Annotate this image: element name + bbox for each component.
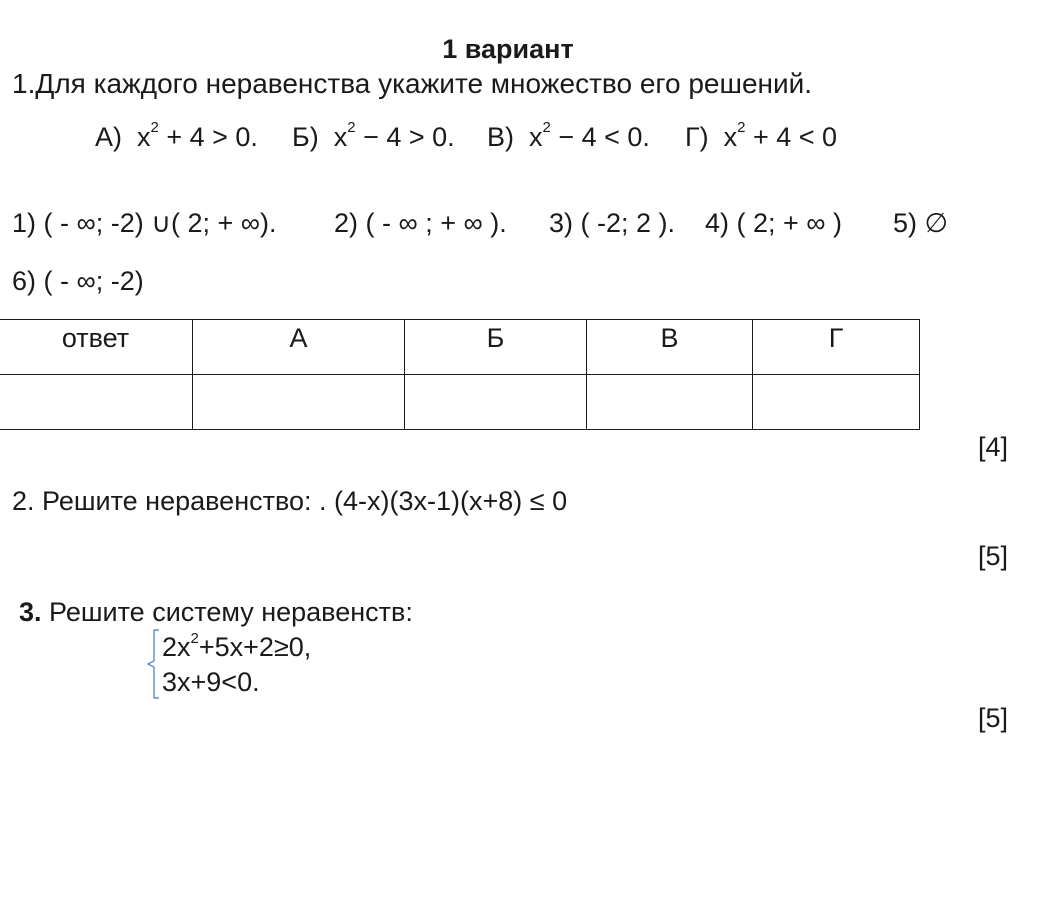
inequality-rest: − 4 > 0.	[355, 122, 455, 152]
inequality-v	[487, 119, 650, 153]
answer-cell[interactable]	[587, 375, 753, 430]
inequality-label: Г)	[685, 122, 709, 152]
inequality-base: x	[333, 122, 348, 152]
table-header-cell: Г	[753, 320, 920, 375]
inequality-g	[685, 119, 838, 153]
inequality-exponent: 2	[150, 119, 159, 136]
answer-option-4: 4) ( 2; + ∞ )	[705, 208, 843, 238]
system-line-1-base: 2x	[162, 632, 191, 662]
system-line-1	[162, 632, 311, 663]
task1-text: 1.Для каждого неравенства укажите множество его решений.	[12, 68, 813, 99]
task1-score: [4]	[977, 432, 1008, 462]
inequality-rest: + 4 < 0	[745, 122, 838, 152]
answer-cell[interactable]	[405, 375, 587, 430]
table-header-cell: А	[193, 320, 405, 375]
inequality-base: x	[723, 122, 738, 152]
table-header-row	[0, 320, 920, 375]
page-title: 1 вариант	[442, 34, 574, 64]
inequality-exponent: 2	[737, 119, 746, 136]
system-brace-icon	[146, 628, 162, 700]
inequality-exponent: 2	[347, 119, 356, 136]
table-header-cell: ответ	[0, 320, 193, 375]
inequality-a	[95, 119, 258, 153]
task3-text	[19, 597, 413, 628]
system-line-1-rest: +5x+2≥0,	[198, 632, 312, 662]
inequality-exponent: 2	[542, 119, 551, 136]
answer-option-2: 2) ( - ∞ ; + ∞ ).	[334, 208, 507, 238]
task3-label: Решите систему неравенств:	[41, 597, 413, 627]
answer-option-6: 6) ( - ∞; -2)	[12, 266, 144, 296]
system-line-2: 3x+9<0.	[162, 667, 260, 697]
inequality-rest: + 4 > 0.	[158, 122, 258, 152]
answer-cell[interactable]	[0, 375, 193, 430]
answer-table	[0, 319, 920, 430]
task2-text: 2. Решите неравенство: . (4-x)(3x-1)(x+8) ≤ 0	[12, 486, 568, 516]
inequality-base: x	[529, 122, 543, 152]
answer-option-3: 3) ( -2; 2 ).	[549, 208, 676, 238]
task2-score: [5]	[977, 541, 1008, 571]
answer-option-5: 5) ∅	[893, 208, 949, 238]
table-row	[0, 375, 920, 430]
task3-number: 3.	[19, 597, 42, 627]
inequality-label: А)	[95, 122, 122, 152]
inequality-b	[292, 119, 455, 153]
table-header-cell: В	[587, 320, 753, 375]
system-line-1-exponent: 2	[190, 630, 199, 647]
inequality-base: x	[137, 122, 151, 152]
answer-cell[interactable]	[753, 375, 920, 430]
inequality-label: В)	[487, 122, 514, 152]
answer-option-1: 1) ( - ∞; -2) ∪( 2; + ∞).	[12, 208, 277, 238]
table-header-cell: Б	[405, 320, 587, 375]
inequality-rest: − 4 < 0.	[550, 122, 650, 152]
inequality-label: Б)	[292, 122, 319, 152]
task3-score: [5]	[977, 703, 1008, 733]
answer-cell[interactable]	[193, 375, 405, 430]
